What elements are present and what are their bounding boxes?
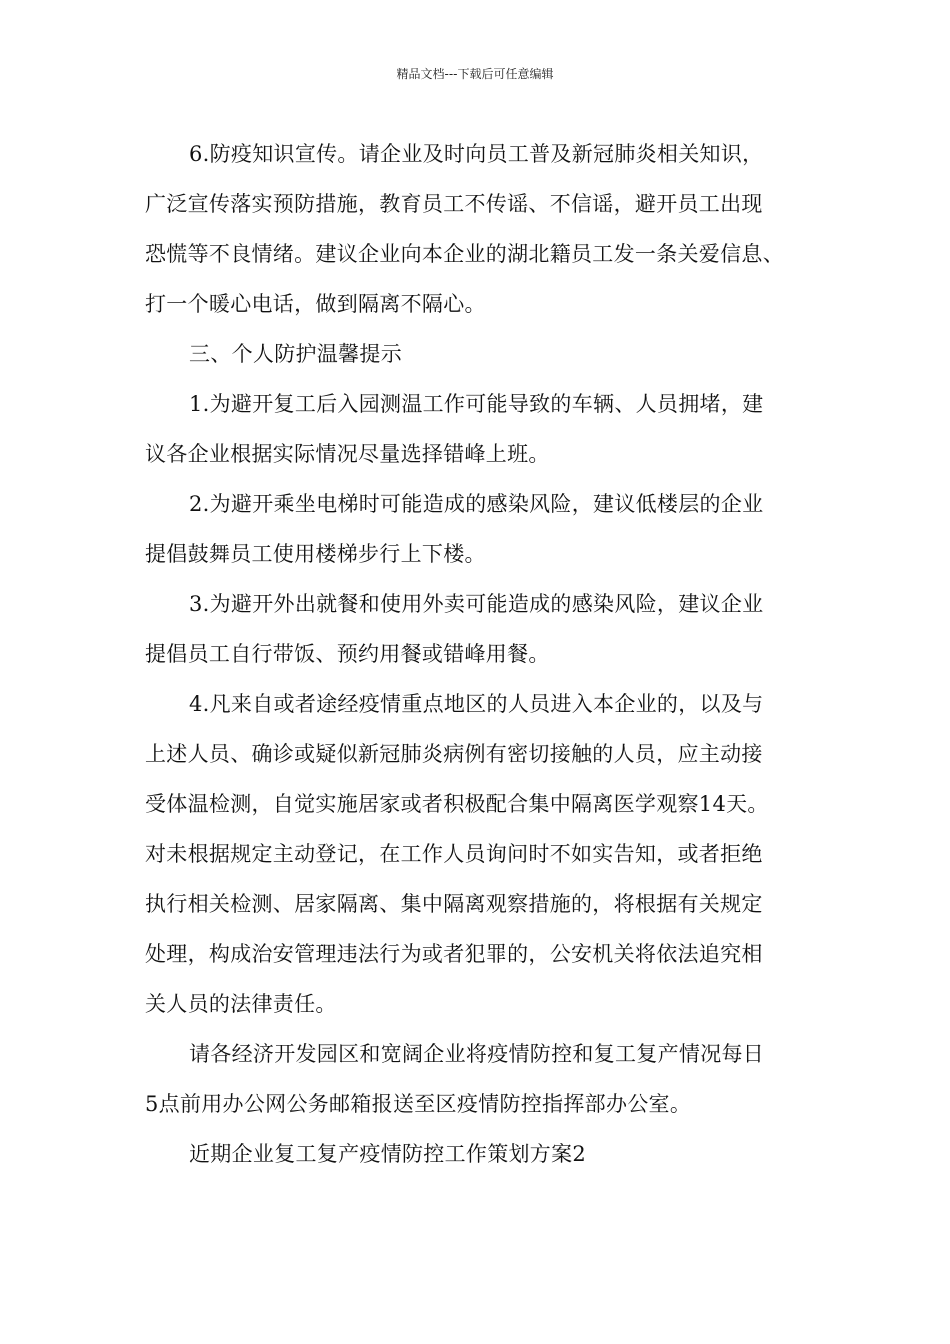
- text-line: 6.防疫知识宣传。请企业及时向员工普及新冠肺炎相关知识，: [189, 142, 764, 166]
- text-line: 5点前用办公网公务邮箱报送至区疫情防控指挥部办公室。: [145, 1092, 692, 1116]
- paragraph-item-2: [145, 479, 825, 579]
- text-line: 近期企业复工复产疫情防控工作策划方案2: [189, 1142, 587, 1166]
- section-heading-personal-protection: [145, 329, 825, 379]
- text-line: 提倡员工自行带饭、预约用餐或错峰用餐。: [145, 642, 550, 666]
- text-line: 3.为避开外出就餐和使用外卖可能造成的感染风险，建议企业: [189, 592, 764, 616]
- text-line: 打一个暖心电话，做到隔离不隔心。: [145, 292, 486, 316]
- text-line: 处理，构成治安管理违法行为或者犯罪的，公安机关将依法追究相: [145, 942, 763, 966]
- paragraph-reporting-request: [145, 1029, 825, 1129]
- text-line: 请各经济开发园区和宽阔企业将疫情防控和复工复产情况每日: [189, 1042, 765, 1066]
- text-line: 恐慌等不良情绪。建议企业向本企业的湖北籍员工发一条关爱信息、: [145, 242, 784, 266]
- paragraph-item-4: [145, 679, 825, 1029]
- text-line: 对未根据规定主动登记，在工作人员询问时不如实告知，或者拒绝: [145, 842, 763, 866]
- text-line: 4.凡来自或者途经疫情重点地区的人员进入本企业的，以及与: [189, 692, 764, 716]
- text-line: 广泛宣传落实预防措施，教育员工不传谣、不信谣，避开员工出现: [145, 192, 763, 216]
- section-title-plan-2: [145, 1129, 825, 1179]
- paragraph-item-3: [145, 579, 825, 679]
- paragraph-epidemic-knowledge: [145, 129, 825, 329]
- text-line: 三、个人防护温馨提示: [189, 342, 402, 366]
- text-line: 议各企业根据实际情况尽量选择错峰上班。: [145, 442, 550, 466]
- text-line: 上述人员、确诊或疑似新冠肺炎病例有密切接触的人员，应主动接: [145, 742, 763, 766]
- text-line: 关人员的法律责任。: [145, 992, 337, 1016]
- text-line: 受体温检测，自觉实施居家或者积极配合集中隔离医学观察14天。: [145, 792, 769, 816]
- paragraph-item-1: [145, 379, 825, 479]
- text-line: 提倡鼓舞员工使用楼梯步行上下楼。: [145, 542, 486, 566]
- page-header: 精品文档---下载后可任意编辑: [396, 67, 554, 81]
- text-line: 1.为避开复工后入园测温工作可能导致的车辆、人员拥堵，建: [189, 392, 764, 416]
- text-line: 执行相关检测、居家隔离、集中隔离观察措施的，将根据有关规定: [145, 892, 763, 916]
- text-line: 2.为避开乘坐电梯时可能造成的感染风险，建议低楼层的企业: [189, 492, 764, 516]
- document-body: [145, 129, 825, 1179]
